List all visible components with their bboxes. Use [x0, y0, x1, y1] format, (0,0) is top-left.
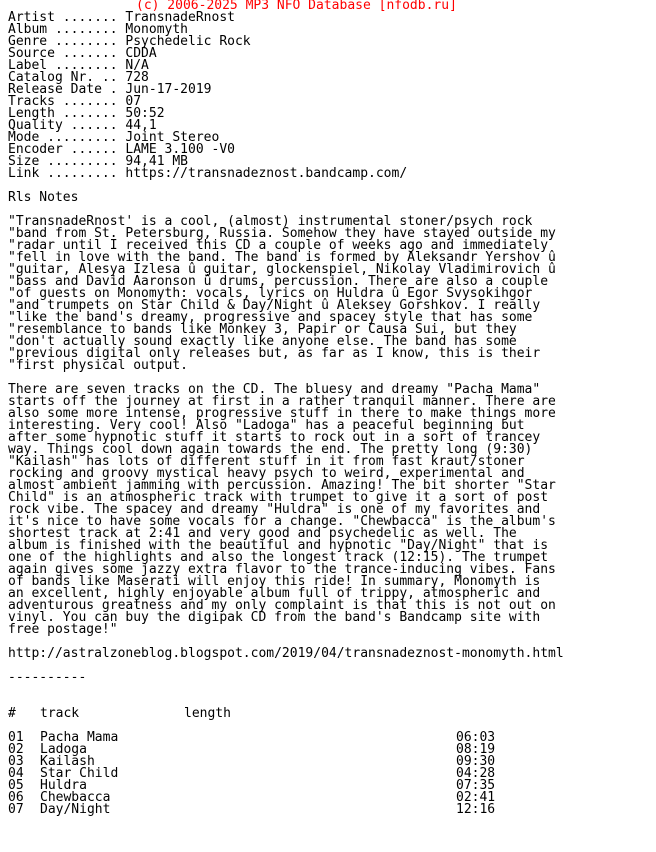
notes-paragraph-2 [8, 384, 656, 636]
info-link[interactable]: Link ......... https://transnadeznost.bandcamp.com/ [8, 166, 408, 181]
tracklist-header [8, 708, 656, 720]
track-row [8, 768, 656, 780]
separator: ---------- [8, 670, 87, 685]
spacer [8, 696, 656, 708]
track-length: 04:28 [456, 766, 496, 781]
track-title: Day/Night [40, 802, 111, 817]
track-num: 03 [8, 754, 24, 769]
info-artist: Artist ....... TransnadeRnost [8, 10, 235, 25]
notes-line: "and trumpets on Star Child & Day/Night û Aleksey Gorshkov. I really [8, 298, 541, 313]
track-title: Chewbacca [40, 790, 111, 805]
spacer [8, 660, 656, 672]
notes-line: interesting. Very cool! Also "Ladoga" has a peaceful beginning but [8, 418, 525, 433]
track-length: 02:41 [456, 790, 496, 805]
track-num: 04 [8, 766, 24, 781]
notes-line: rock vibe. The spacey and dreamy "Huldra" is one of my favorites and [8, 502, 541, 517]
track-row [8, 732, 656, 744]
notes-paragraph-1 [8, 216, 656, 372]
nfo-document [8, 0, 656, 816]
info-album: Album ........ Monomyth [8, 22, 189, 37]
track-num: 02 [8, 742, 24, 757]
track-length: 12:16 [456, 802, 496, 817]
track-num: 06 [8, 790, 24, 805]
info-genre: Genre ........ Psychedelic Rock [8, 34, 251, 49]
track-length: 09:30 [456, 754, 496, 769]
info-source: Source ....... CDDA [8, 46, 157, 61]
track-length: 06:03 [456, 730, 496, 745]
notes-line: album is finished with the beautiful and hypnotic "Day/Night" that is [8, 538, 549, 553]
track-title: Huldra [40, 778, 87, 793]
release-info [8, 12, 656, 180]
notes-line: shortest track at 2:41 and very good and psychedelic as well. The [8, 526, 517, 541]
track-title: Star Child [40, 766, 119, 781]
track-num: 01 [8, 730, 24, 745]
notes-line: after some hypnotic stuff it starts to rock out in a sort of trancey [8, 430, 541, 445]
track-title: Kailash [40, 754, 95, 769]
info-catalog: Catalog Nr. .. 728 [8, 70, 149, 85]
notes-line: again gives some jazzy extra flavor to the trance-inducing vibes. Fans [8, 562, 556, 577]
notes-heading: Rls Notes [8, 190, 79, 205]
notes-line: also some more intense, progressive stuff in there to make things more [8, 406, 556, 421]
track-title: Ladoga [40, 742, 87, 757]
header-track: track [40, 706, 80, 721]
header-num: # [8, 706, 16, 721]
track-length: 08:19 [456, 742, 496, 757]
notes-line: "guitar, Alesya Izlesa û guitar, glockenspiel, Nikolay Vladimirovich û [8, 262, 556, 277]
notes-line: it's nice to have some vocals for a change. "Chewbacca" is the album's [8, 514, 556, 529]
info-size: Size ......... 94,41 MB [8, 154, 189, 169]
notes-line: an excellent, highly enjoyable album full of trippy, atmospheric and [8, 586, 541, 601]
info-mode: Mode ......... Joint Stereo [8, 130, 220, 145]
notes-line: Child" is an atmospheric track with trumpet to give it a sort of post [8, 490, 549, 505]
info-tracks: Tracks ....... 07 [8, 94, 142, 109]
notes-line: "previous digital only releases but, as far as I know, this is their [8, 346, 541, 361]
tracklist [8, 732, 656, 816]
notes-line: "of guests on Monomyth: vocals, lyrics on Huldra û Egor Svysokihgor [8, 286, 533, 301]
notes-line: "Kailash" has lots of different stuff in it from fast kraut/stoner [8, 454, 525, 469]
notes-line: free postage!" [8, 622, 118, 637]
notes-line: "first physical output. [8, 358, 189, 373]
spacer [8, 180, 656, 192]
header-length: length [184, 706, 231, 721]
notes-line: There are seven tracks on the CD. The bluesy and dreamy "Pacha Mama" [8, 382, 541, 397]
notes-line: adventurous greatness and my only complaint is that this is not out on [8, 598, 556, 613]
site-banner: (c) 2006-2025 MP3 NFO Database [nfodb.ru] [136, 0, 457, 13]
info-encoder: Encoder ...... LAME 3.100 -V0 [8, 142, 235, 157]
track-length: 07:35 [456, 778, 496, 793]
notes-line: "TransnadeRnost' is a cool, (almost) instrumental stoner/psych rock [8, 214, 533, 229]
track-row [8, 744, 656, 756]
track-num: 07 [8, 802, 24, 817]
info-quality: Quality ...... 44,1 [8, 118, 157, 133]
info-label: Label ........ N/A [8, 58, 149, 73]
notes-line: way. Things cool down again towards the end. The pretty long (9:30) [8, 442, 533, 457]
notes-line: starts off the journey at first in a rather tranquil manner. There are [8, 394, 556, 409]
source-url[interactable]: http://astralzoneblog.blogspot.com/2019/04/transnadeznost-monomyth.html [8, 646, 564, 661]
notes-line: rocking and groovy mystical heavy psych to weird, experimental and [8, 466, 525, 481]
notes-line: "band from St. Petersburg, Russia. Somehow they have stayed outside my [8, 226, 556, 241]
notes-line: almost ambient jamming with percussion. Amazing! The bit shorter "Star [8, 478, 556, 493]
spacer [8, 684, 656, 696]
notes-line: vinyl. You can buy the digipak CD from the band's Bandcamp site with [8, 610, 541, 625]
track-row [8, 804, 656, 816]
track-title: Pacha Mama [40, 730, 119, 745]
notes-line: "don't actually sound exactly like anyone else. The band has some [8, 334, 517, 349]
track-num: 05 [8, 778, 24, 793]
notes-line: one of the highlights and also the longest track (12:15). The trumpet [8, 550, 549, 565]
notes-line: "fell in love with the band. The band is formed by Aleksandr Yershov û [8, 250, 556, 265]
info-length: Length ....... 50:52 [8, 106, 165, 121]
notes-line: of bands like Maserati will enjoy this ride! In summary, Monomyth is [8, 574, 541, 589]
notes-line: "radar until I received this CD a couple of weeks ago and immediately [8, 238, 549, 253]
notes-line: "resemblance to bands like Monkey 3, Papir or Causa Sui, but they [8, 322, 517, 337]
notes-line: "like the band's dreamy, progressive and spacey style that has some [8, 310, 533, 325]
notes-line: "bass and David Aaronson û drums, percussion. There are also a couple [8, 274, 549, 289]
info-release-date: Release Date . Jun-17-2019 [8, 82, 212, 97]
